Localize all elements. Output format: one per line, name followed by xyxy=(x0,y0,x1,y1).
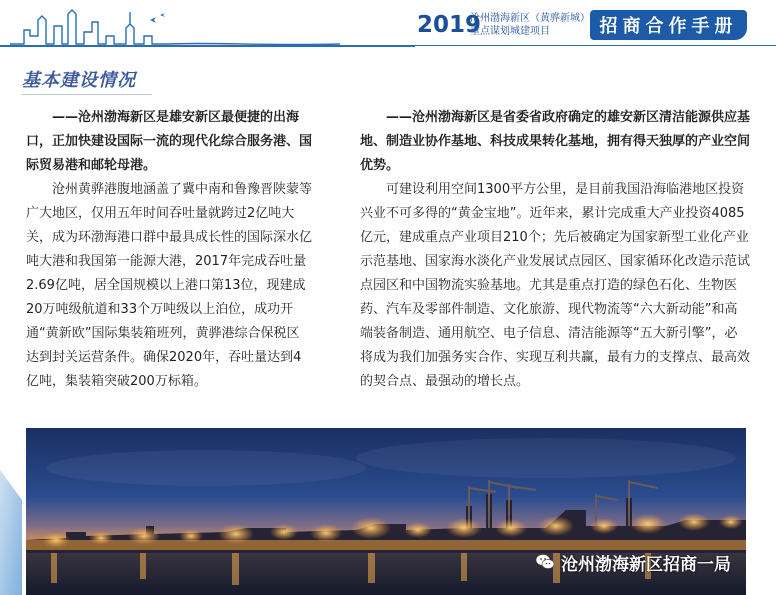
header-rule-right xyxy=(415,45,776,46)
header-rule xyxy=(0,45,415,47)
header-subtitle-line1: 沧州渤海新区（黄骅新城） xyxy=(470,13,590,24)
section-title: 基本建设情况 xyxy=(22,70,136,91)
decorative-side-band xyxy=(0,470,22,595)
handbook-title-tab: 招商合作手册 xyxy=(590,10,747,40)
page-header xyxy=(0,0,776,58)
watermark-text: 沧州渤海新区招商一局 xyxy=(561,554,731,575)
year-label: 2019 xyxy=(417,12,482,38)
header-subtitle xyxy=(470,12,590,38)
city-skyline-graphic xyxy=(10,6,340,50)
left-lead-paragraph: ——沧州渤海新区是雄安新区最便捷的出海口，正加快建设国际一流的现代化综合服务港、国际贸易港和邮轮母港。 xyxy=(26,110,313,173)
wechat-icon xyxy=(535,552,555,572)
left-column xyxy=(26,106,312,394)
right-lead-paragraph: ——沧州渤海新区是省委省政府确定的雄安新区清洁能源供应基地、制造业协作基地、科技成果转化基地，拥有得天独厚的产业空间优势。 xyxy=(360,110,751,173)
header-subtitle-line2: 重点谋划城建项目 xyxy=(470,26,550,37)
wechat-watermark xyxy=(535,549,731,575)
right-body-paragraph: 可建设利用空间1300平方公里，是目前我国沿海临港地区投资兴业不可多得的“黄金宝地”。近年来，累计完成重大产业投资4085亿元，建成重点产业项目210个；先后被确定为国家新型工业化产业示范基地、国家海水淡化产业发展试点园区、国家循环化改造示范试点园区和中国物流实验基地。尤其是重点打造的绿色石化、生物医药、汽车及零部件制造、文化旅游、现代物流等“六大新动能”和高端装备制造、通用航空、电子信息、清洁能源等“五大新引擎”，必将成为我们加强务实合作、实现互利共赢，最有力的支撑点、最高效的契合点、最强动的增长点。 xyxy=(360,182,751,389)
section-title-underline xyxy=(22,94,152,95)
right-column xyxy=(360,106,750,394)
left-body-paragraph: 沧州黄骅港腹地涵盖了冀中南和鲁豫晋陕蒙等广大地区，仅用五年时间吞吐量就跨过2亿吨大关，成为环渤海港口群中最具成长性的国际深水亿吨大港和我国第一能源大港，2017年完成吞吐量2.69亿吨，居全国规模以上港口第13位，现建成20万吨级航道和33个万吨级以上泊位，成功开通“黄新欧”国际集装箱班列，黄骅港综合保税区达到封关运营条件。确保2020年，吞吐量达到4亿吨，集装箱突破200万标箱。 xyxy=(26,182,313,389)
